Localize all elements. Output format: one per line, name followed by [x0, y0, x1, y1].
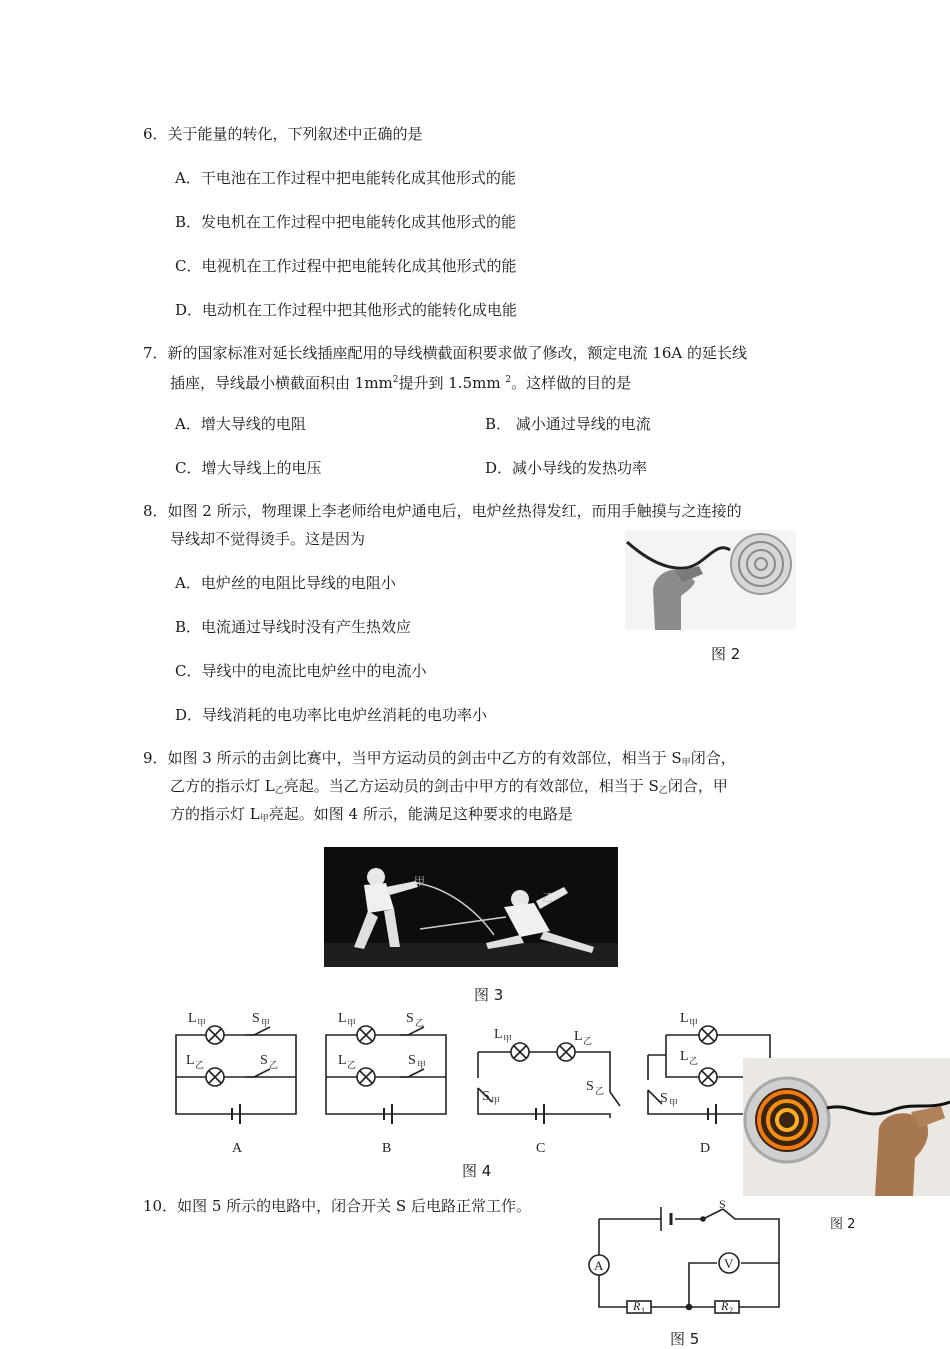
circuit-a-label-ljia: L	[188, 1011, 197, 1026]
q9-line2-sub2: 乙	[658, 786, 668, 796]
fig5-voltmeter-label: V	[724, 1256, 734, 1271]
circuit-d-label-ljia-sub: 甲	[689, 1018, 699, 1028]
circuit-c-label-lyi-sub: 乙	[583, 1036, 593, 1046]
circuit-d-label-sjia-sub: 甲	[669, 1098, 679, 1108]
circuit-c-label-syi-sub: 乙	[595, 1086, 605, 1096]
q7-stem-text-b: 提升到 1.5mm	[398, 374, 506, 392]
circuit-b-label-sjia-sub: 甲	[417, 1060, 427, 1070]
q9-line2-b: 亮起。当乙方运动员的剑击中甲方的有效部位，相当于 S	[283, 777, 659, 795]
q6-option-c: C．电视机在工作过程中把电能转化成其他形式的能	[175, 257, 517, 275]
fig2-caption: 图 2	[711, 645, 741, 663]
q8-option-c: C．导线中的电流比电炉丝中的电流小	[175, 662, 427, 680]
q9-line1-a: 9．如图 3 所示的击剑比赛中，当甲方运动员的剑击中乙方的有效部位，相当于 S	[143, 749, 682, 767]
circuit-a-label-sjia: S	[252, 1011, 260, 1026]
q7-stem-line2	[170, 370, 631, 393]
q7-option-b: B． 减小通过导线的电流	[485, 415, 651, 433]
q8-option-b: B．电流通过导线时没有产生热效应	[175, 618, 412, 636]
q9-line3-a: 方的指示灯 L	[170, 805, 260, 823]
circuit-b-label-lyi: L	[338, 1053, 347, 1068]
q6-option-b: B．发电机在工作过程中把电能转化成其他形式的能	[175, 213, 517, 231]
circuit-a-label-lyi-sub: 乙	[195, 1060, 205, 1070]
overlay-caption: 图 2	[830, 1217, 856, 1232]
fig3-caption: 图 3	[474, 986, 504, 1004]
circuit-b-label-ljia-sub: 甲	[347, 1018, 357, 1028]
circuit-a-label-sjia-sub: 甲	[261, 1018, 271, 1028]
q8-option-d: D．导线消耗的电功率比电炉丝消耗的电功率小	[175, 706, 488, 724]
circuit-b-label-lyi-sub: 乙	[347, 1060, 357, 1070]
circuit-b-caption: B	[382, 1141, 392, 1156]
circuit-c-label-syi: S	[586, 1079, 594, 1094]
circuit-b-label-syi: S	[406, 1011, 414, 1026]
circuit-c-label-sjia-sub: 甲	[491, 1096, 501, 1106]
q10-stem: 10．如图 5 所示的电路中，闭合开关 S 后电路正常工作。	[143, 1197, 531, 1215]
q9-line3	[170, 804, 573, 829]
fig2-photo	[625, 530, 796, 630]
fig5-r2-sub: 2	[729, 1306, 733, 1315]
fig4-circuits	[150, 1000, 790, 1160]
q7-sup1: 2	[392, 375, 399, 385]
circuit-d-label-lyi: L	[680, 1049, 689, 1064]
q9-line1-b: 闭合，	[690, 749, 736, 767]
q9-line1	[143, 748, 736, 773]
fig4-caption: 图 4	[462, 1162, 492, 1180]
fig5-caption: 图 5	[670, 1330, 700, 1348]
q7-option-d: D．减小导线的发热功率	[485, 459, 648, 477]
q9-line2-c: 闭合，甲	[667, 777, 728, 795]
fig3-photo	[324, 847, 618, 967]
fig5-label-s: S	[719, 1197, 726, 1211]
fig3-label-jia: 甲	[414, 875, 425, 888]
q8-option-a: A．电炉丝的电阻比导线的电阻小	[175, 574, 396, 592]
circuit-d-label-ljia: L	[680, 1011, 689, 1026]
q7-option-a: A．增大导线的电阻	[175, 415, 306, 433]
fig5-circuit	[585, 1195, 785, 1320]
q8-stem-line2: 导线却不觉得烫手。这是因为	[170, 530, 366, 548]
fig5-r1-label: R	[633, 1299, 641, 1313]
fig3-label-yi: 乙	[542, 891, 553, 904]
circuit-a-label-ljia-sub: 甲	[197, 1018, 207, 1028]
circuit-c-label-lyi: L	[574, 1029, 583, 1044]
q7-option-c: C．增大导线上的电压	[175, 459, 322, 477]
q9-line1-sub: 甲	[681, 758, 691, 768]
q6-option-a: A．干电池在工作过程中把电能转化成其他形式的能	[175, 169, 516, 187]
q8-stem-line1: 8．如图 2 所示，物理课上李老师给电炉通电后，电炉丝热得发红，而用手触摸与之连接的	[143, 502, 742, 520]
q6-stem: 6．关于能量的转化，下列叙述中正确的是	[143, 125, 423, 143]
q7-stem-text-a: 插座，导线最小横截面积由 1mm	[170, 374, 393, 392]
circuit-c-label-ljia-sub: 甲	[503, 1034, 513, 1044]
circuit-a-label-lyi: L	[186, 1053, 195, 1068]
circuit-a	[176, 1026, 296, 1124]
circuit-c-label-ljia: L	[494, 1027, 503, 1042]
circuit-a-label-syi-sub: 乙	[269, 1060, 279, 1070]
fig5-ammeter-label: A	[594, 1258, 604, 1273]
q6-option-d: D．电动机在工作过程中把其他形式的能转化成电能	[175, 301, 518, 319]
q9-line3-sub: 甲	[259, 814, 269, 824]
circuit-a-label-syi: S	[260, 1053, 268, 1068]
fig5-r1-sub: 1	[641, 1306, 645, 1315]
circuit-b-label-syi-sub: 乙	[415, 1018, 425, 1028]
circuit-c	[478, 1043, 620, 1124]
q7-sup2: 2	[505, 375, 512, 385]
circuit-d-label-sjia: S	[660, 1091, 668, 1106]
fig5-r2-label: R	[721, 1299, 729, 1313]
circuit-c-caption: C	[536, 1141, 546, 1156]
circuit-a-caption: A	[232, 1141, 243, 1156]
circuit-b-label-ljia: L	[338, 1011, 347, 1026]
q7-stem-text-c: 。这样做的目的是	[511, 374, 632, 392]
q9-line2-sub1: 乙	[274, 786, 284, 796]
circuit-c-label-sjia: S	[482, 1089, 490, 1104]
circuit-b-label-sjia: S	[408, 1053, 416, 1068]
circuit-d-caption: D	[700, 1141, 711, 1156]
q9-line2-a: 乙方的指示灯 L	[170, 777, 275, 795]
q9-line3-b: 亮起。如图 4 所示，能满足这种要求的电路是	[268, 805, 573, 823]
overlay-heater-photo	[743, 1058, 950, 1196]
circuit-b	[326, 1026, 446, 1124]
circuit-d-label-lyi-sub: 乙	[689, 1056, 699, 1066]
q9-line2	[170, 776, 728, 801]
q7-stem-line1: 7．新的国家标准对延长线插座配用的导线横截面积要求做了修改，额定电流 16A 的延长线	[143, 344, 748, 362]
